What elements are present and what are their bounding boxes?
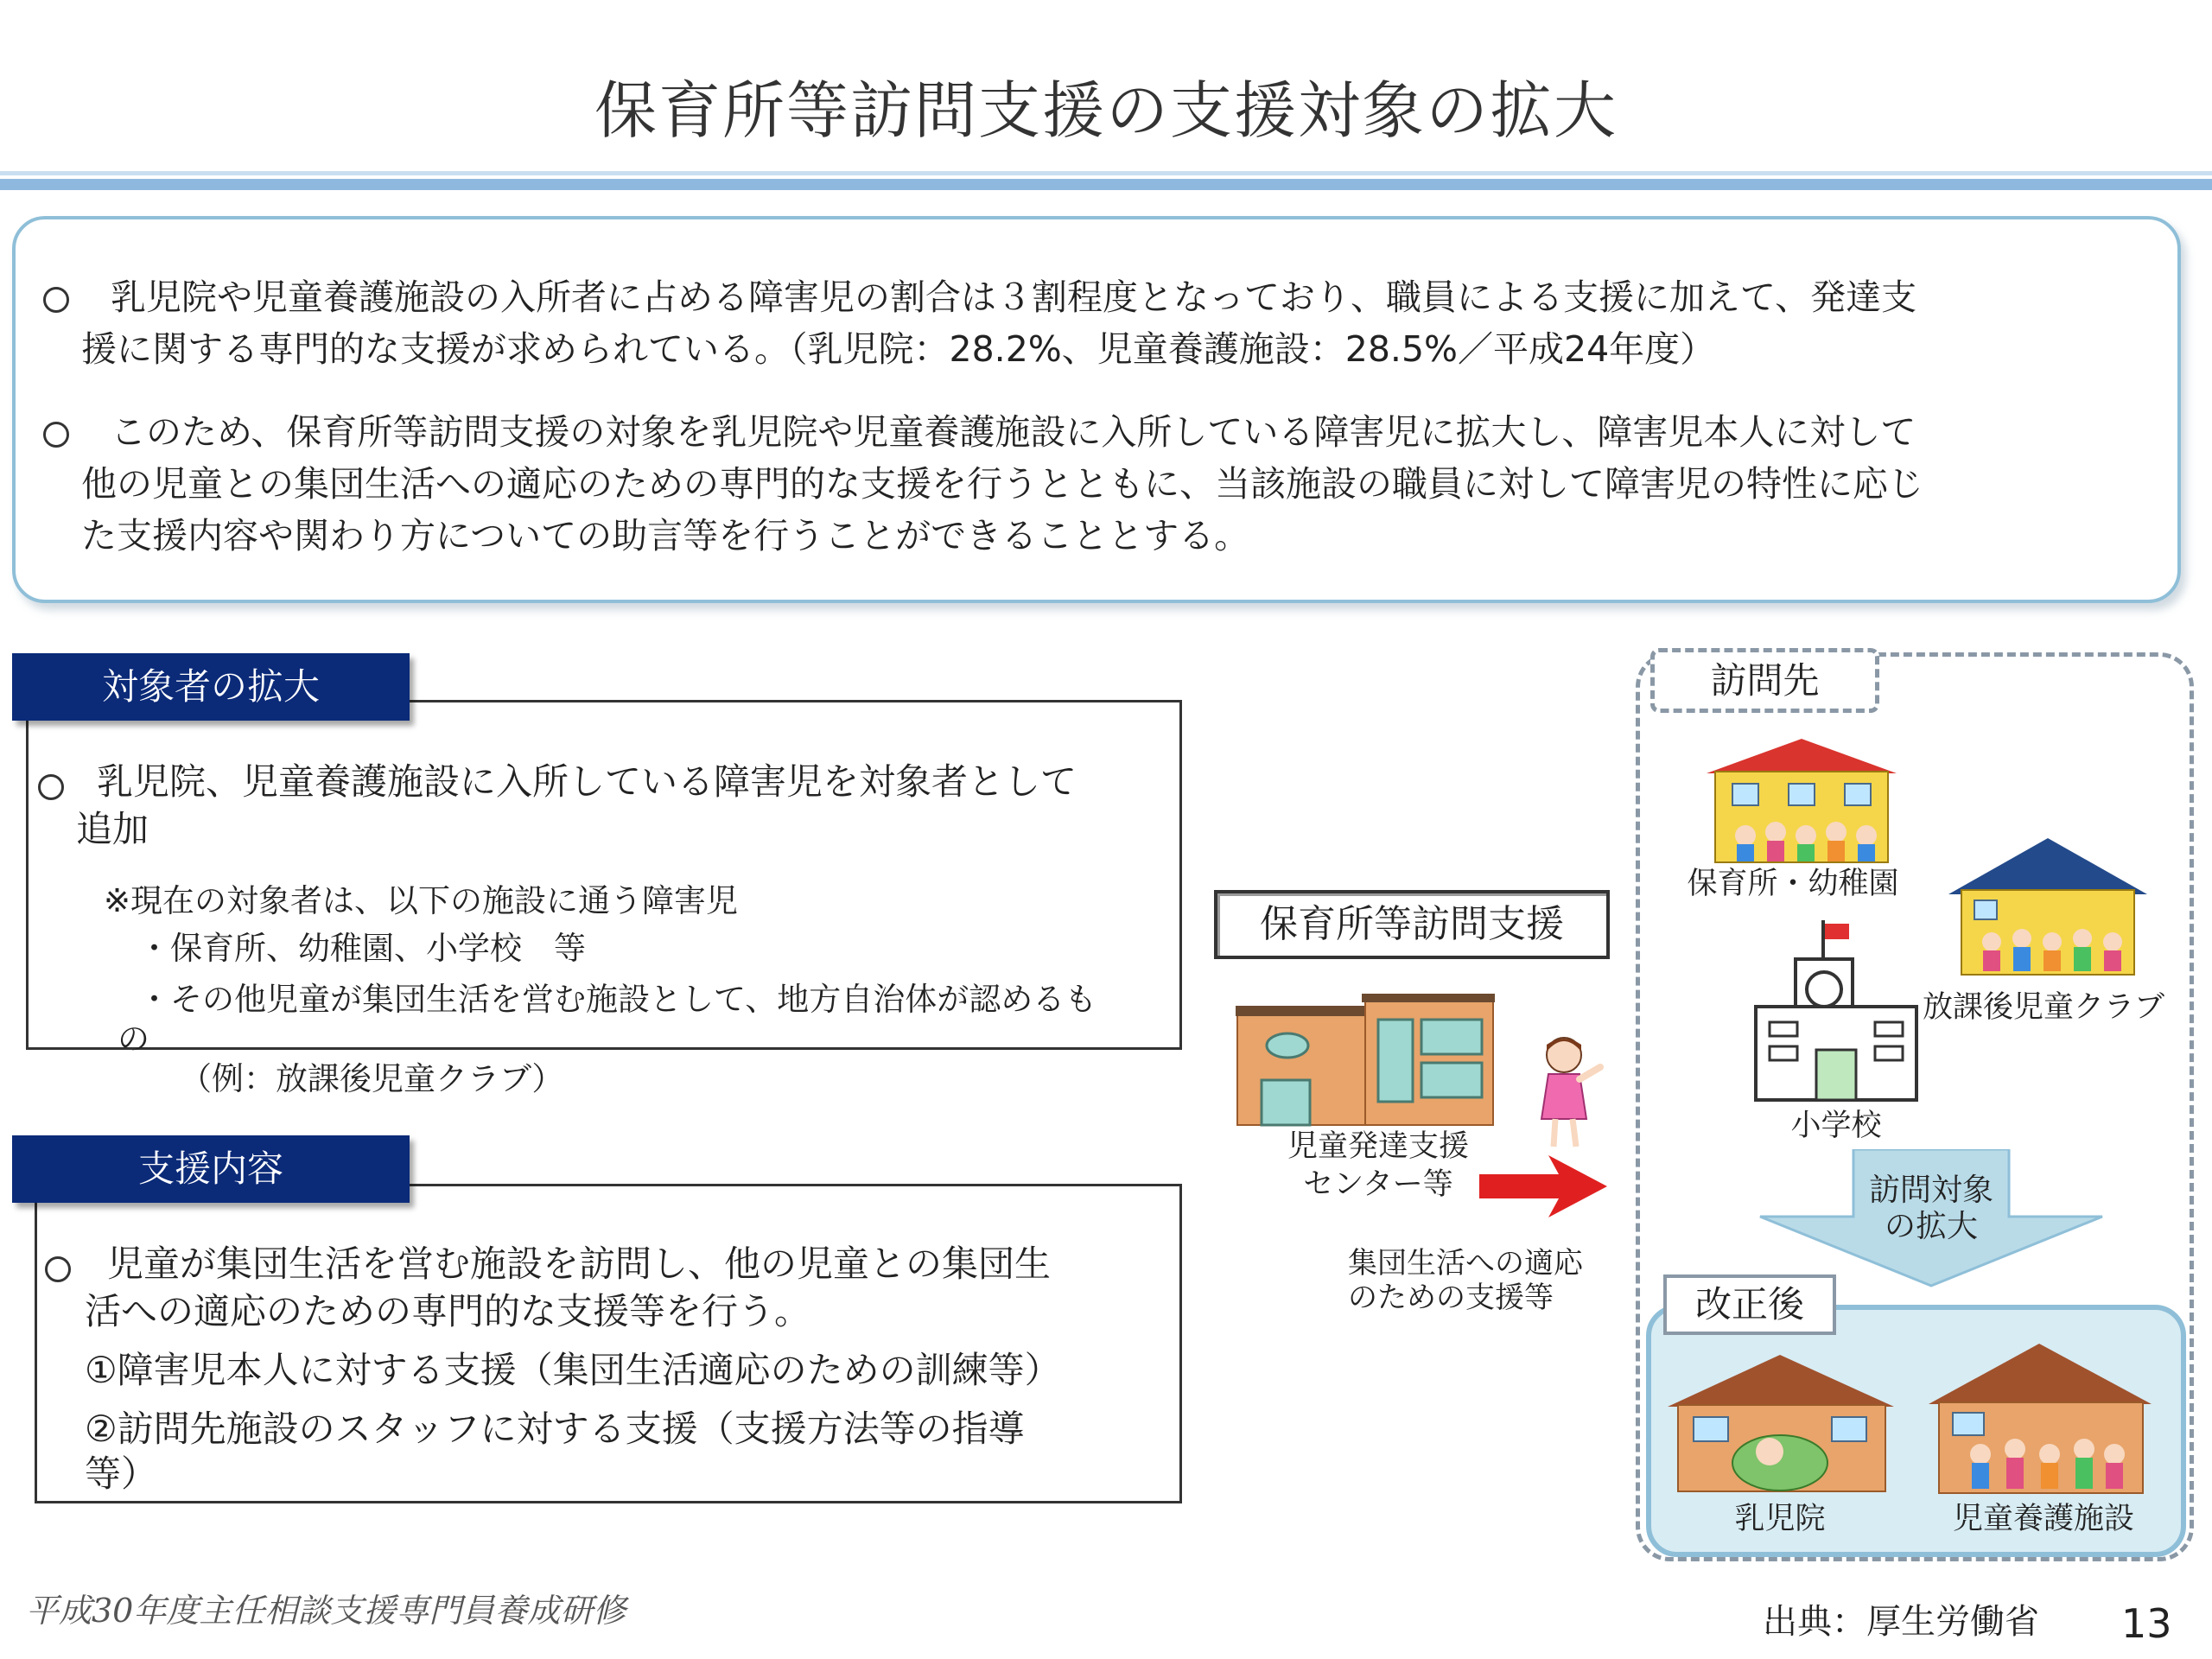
title-rule-thin [0,171,2212,175]
service-label: 保育所等訪問支援 [1260,902,1564,946]
section1-header [12,653,410,721]
center-label-line2: センター等 [1303,1167,1453,1202]
section2-item1: ①障害児本人に対する支援（集団生活適応のための訓練等） [85,1349,1061,1391]
footer-source: 出典：厚生労働省 [1763,1602,2039,1642]
child-home-icon [1929,1344,2153,1495]
page-title: 保育所等訪問支援の支援対象の拡大 [594,74,1618,147]
section1-line2: 追加 [76,808,149,850]
support-center-building-icon [1236,994,1495,1128]
nursery-building-icon [1698,739,1905,864]
expand-label-line2: の拡大 [1884,1209,1978,1244]
section2-line2: 活への適応のための専門的な支援等を行う。 [85,1290,811,1332]
summary-para1-line2: 援に関する専門的な支援が求められている。（乳児院：28.2%、児童養護施設：28.5%／平成24年度） [81,328,1716,370]
visit-label: 訪問先 [1710,659,1820,702]
bullet-circle-icon [38,774,64,800]
school-building-icon [1754,920,1918,1102]
support-label-line1: 集団生活への適応 [1348,1246,1583,1281]
expand-label-line1: 訪問対象 [1868,1173,1993,1208]
summary-box [12,216,2181,603]
section2-box [35,1184,1182,1503]
afterschool-club-icon [1948,838,2147,976]
section2-item2-line1: ②訪問先施設のスタッフに対する支援（支援方法等の指導 [85,1408,1025,1450]
school-label: 小学校 [1790,1109,1882,1143]
footer-training-name: 平成30年度主任相談支援専門員養成研修 [26,1592,626,1630]
bullet-circle-icon [45,1256,71,1282]
support-label-line2: のための支援等 [1348,1281,1554,1315]
bullet-circle-icon [43,287,69,313]
expand-label [1849,1173,2013,1245]
section2-header-label: 支援内容 [137,1147,283,1190]
section1-note4: の [118,1020,149,1058]
visit-label-box [1650,648,1879,713]
after-revision-label-box [1663,1274,1836,1335]
summary-para2-line2: 他の児童との集団生活への適応のための専門的な支援を行うとともに、当該施設の職員に対して障害児の特性に応じ [81,463,1923,505]
section1-note5: （例：放課後児童クラブ） [180,1060,564,1097]
section1-note2: ・保育所、幼稚園、小学校 等 [138,930,586,967]
section2-item2-line2: 等） [85,1452,158,1495]
section1-header-label: 対象者の拡大 [101,665,320,708]
page-number: 13 [2121,1600,2172,1647]
section1-line1: 乳児院、児童養護施設に入所している障害児を対象者として [97,760,1077,803]
red-arrow-icon [1479,1152,1609,1221]
child-home-label: 児童養護施設 [1952,1502,2134,1536]
bullet-circle-icon [43,422,69,448]
center-label-line1: 児童発達支援 [1287,1129,1469,1164]
section2-line1: 児童が集団生活を営む施設を訪問し、他の児童との集団生 [107,1243,1052,1285]
staff-person-icon [1529,1033,1607,1154]
title-rule-thick [0,179,2212,190]
summary-para2-line3: た支援内容や関わり方についての助言等を行うことができることとする。 [81,515,1250,556]
summary-para1-line1: 乳児院や児童養護施設の入所者に占める障害児の割合は３割程度となっており、職員による支援に加えて、発達支 [111,276,1917,318]
afterschool-label: 放課後児童クラブ [1922,990,2164,1025]
section1-note1: ※現在の対象者は、以下の施設に通う障害児 [104,882,739,919]
center-label [1270,1128,1486,1204]
support-label [1348,1246,1624,1315]
infant-home-icon [1668,1355,1897,1493]
infant-home-label: 乳児院 [1734,1502,1826,1536]
summary-para2-line1: このため、保育所等訪問支援の対象を乳児院や児童養護施設に入所している障害児に拡大し、障害児本人に対して [111,411,1916,453]
service-label-box [1214,890,1610,959]
after-revision-label: 改正後 [1694,1283,1804,1325]
section1-note3: ・その他児童が集団生活を営む施設として、地方自治体が認めるも [138,981,1097,1018]
nursery-label: 保育所・幼稚園 [1687,867,1899,901]
section2-header [12,1135,410,1203]
